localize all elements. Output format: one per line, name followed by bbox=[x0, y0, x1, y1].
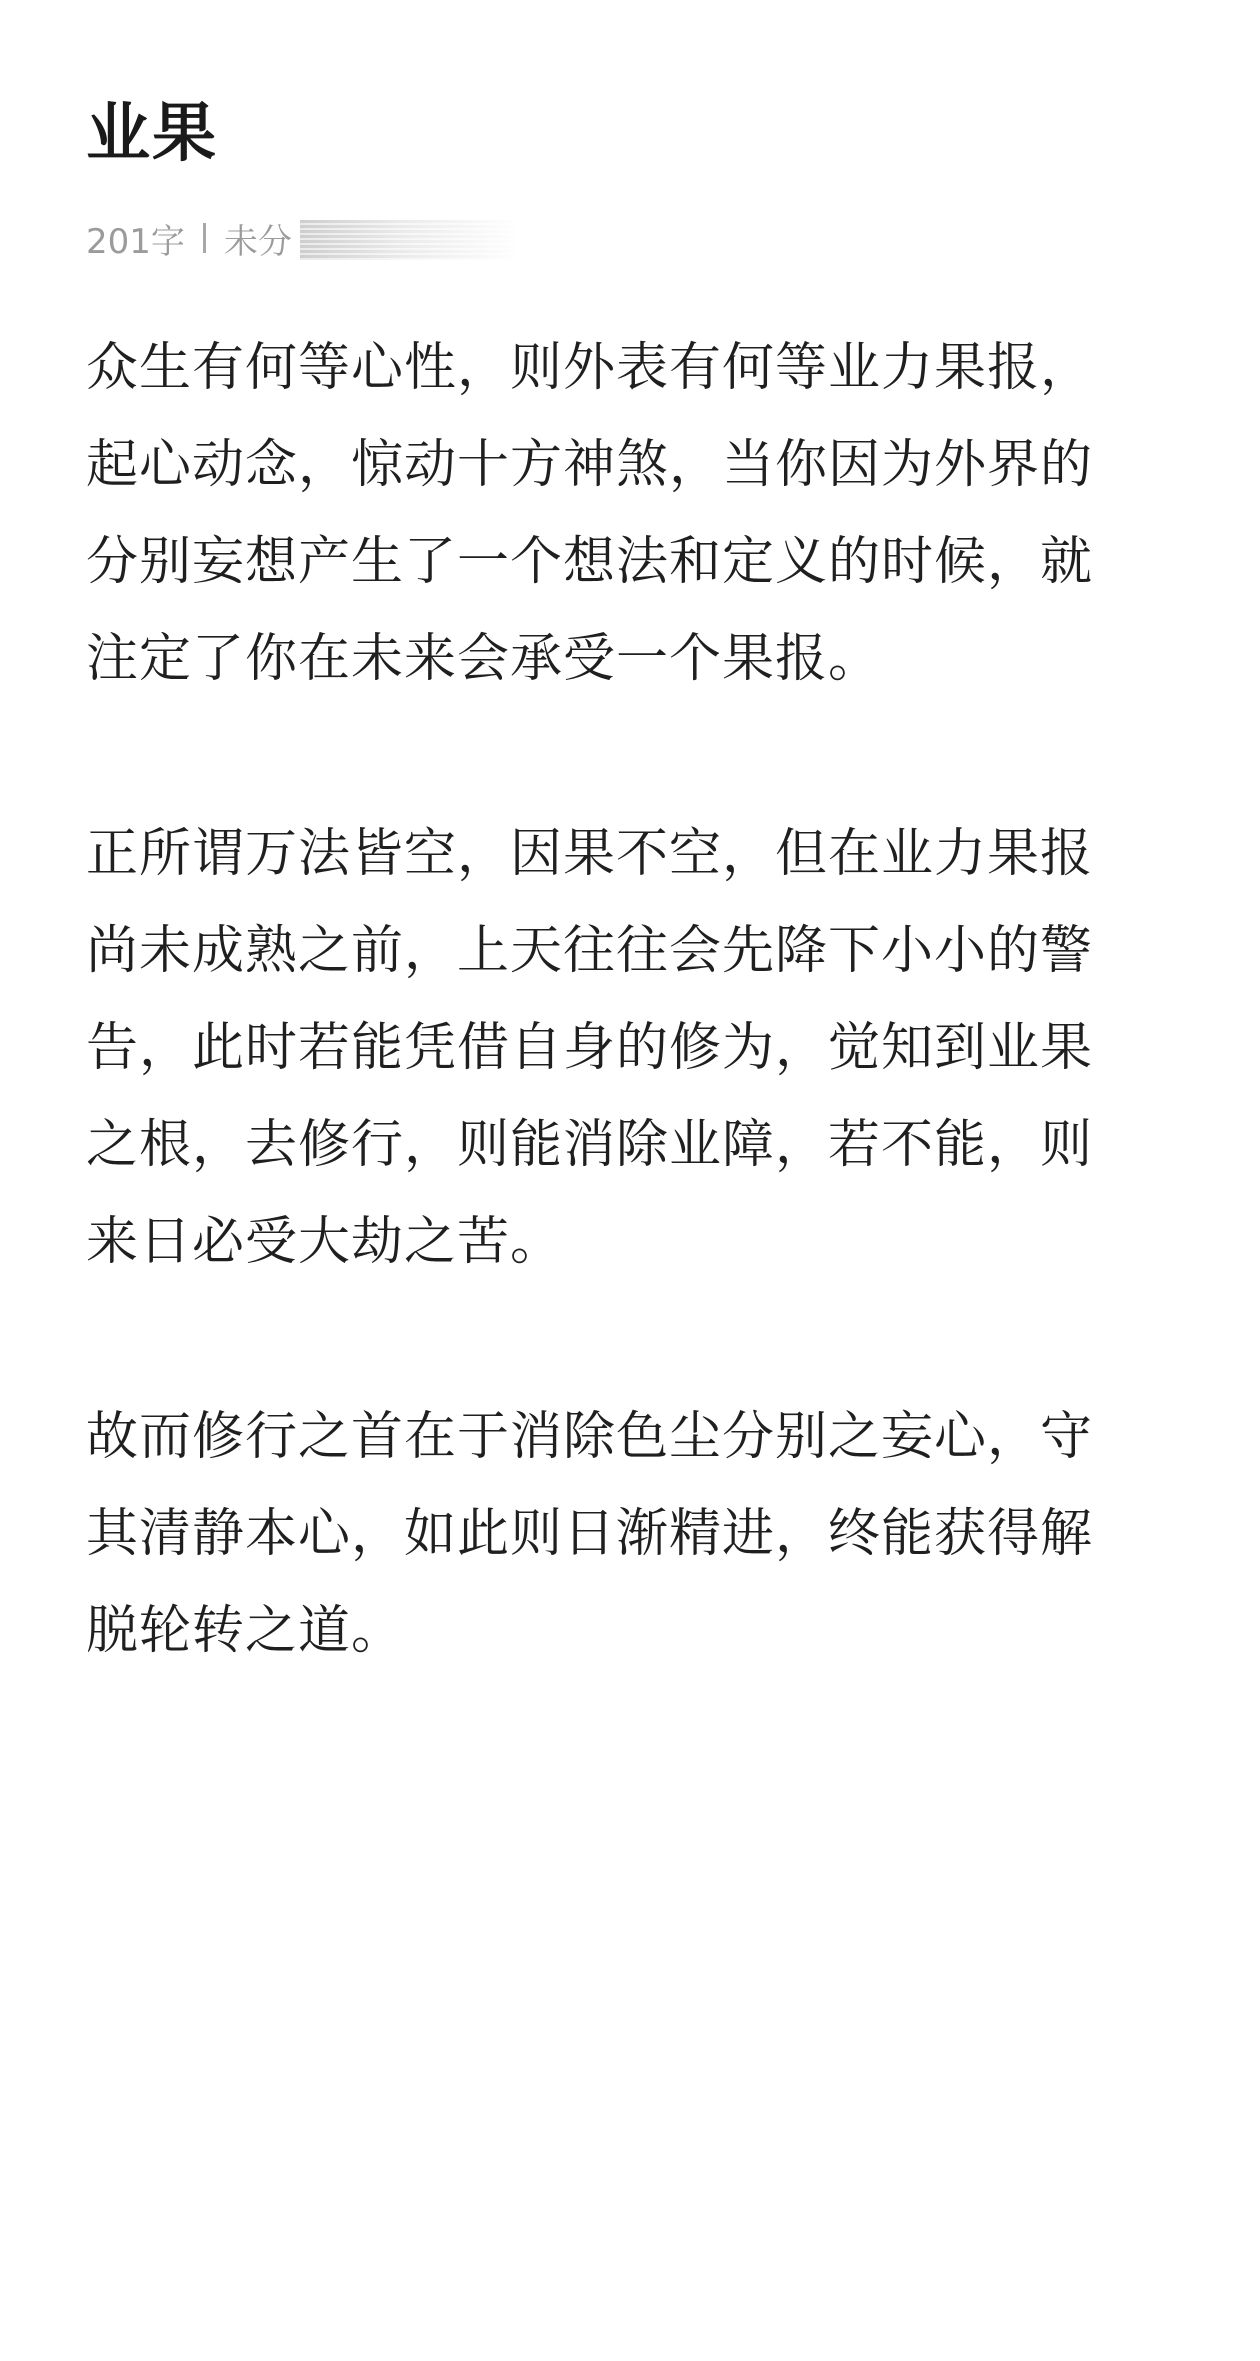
article-meta bbox=[86, 212, 292, 264]
text-line: 起心动念，惊动十方神煞，当你因为外界的 bbox=[86, 435, 1094, 495]
category-label-wrap[interactable] bbox=[224, 214, 292, 263]
meta-divider bbox=[203, 223, 206, 253]
meta-fade-overlay bbox=[300, 220, 520, 260]
text-line: 告，此时若能凭借自身的修为，觉知到业果 bbox=[86, 1018, 1094, 1078]
text-line: 注定了你在未来会承受一个果报。 bbox=[86, 629, 882, 689]
text-line: 正所谓万法皆空，因果不空，但在业力果报 bbox=[86, 824, 1094, 884]
text-line: 之根，去修行，则能消除业障，若不能，则 bbox=[86, 1115, 1094, 1175]
paragraph-1 bbox=[86, 320, 1176, 708]
article-body bbox=[86, 320, 1176, 1778]
text-line: 分别妄想产生了一个想法和定义的时候，就 bbox=[86, 532, 1094, 592]
word-count: 201字 bbox=[86, 221, 185, 262]
article-title: 业果 bbox=[86, 97, 218, 171]
text-line: 脱轮转之道。 bbox=[86, 1601, 405, 1661]
text-line: 来日必受大劫之苦。 bbox=[86, 1212, 564, 1272]
text-line: 其清静本心，如此则日渐精进，终能获得解 bbox=[86, 1504, 1094, 1564]
text-line: 故而修行之首在于消除色尘分别之妄心，守 bbox=[86, 1407, 1094, 1467]
text-line: 众生有何等心性，则外表有何等业力果报， bbox=[86, 338, 1094, 398]
paragraph-2 bbox=[86, 806, 1176, 1291]
text-line: 尚未成熟之前，上天往往会先降下小小的警 bbox=[86, 921, 1094, 981]
category-label[interactable]: 未分 bbox=[223, 221, 292, 262]
paragraph-3 bbox=[86, 1389, 1176, 1680]
